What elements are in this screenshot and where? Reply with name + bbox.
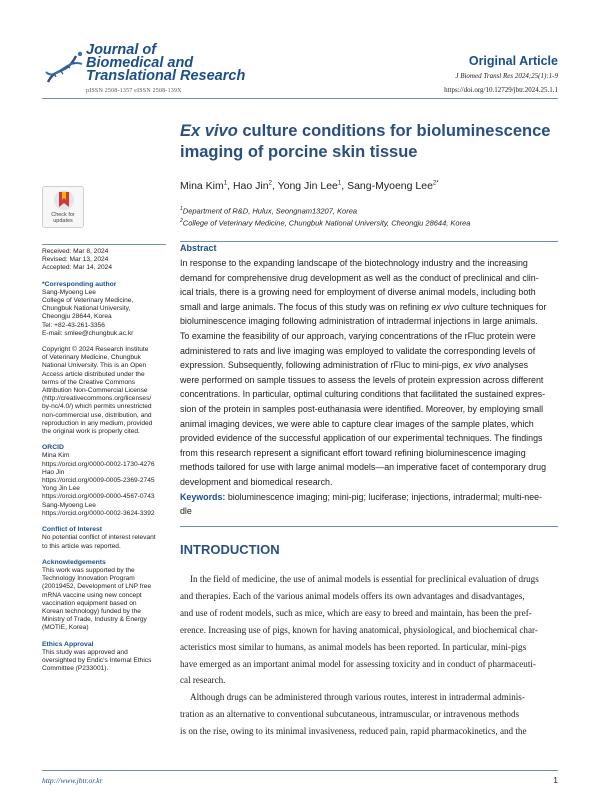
section-heading: ORCID xyxy=(42,444,64,452)
copyright-section xyxy=(42,346,166,436)
journal-url-link[interactable]: http://www.jbtr.or.kr xyxy=(42,776,103,785)
article-title xyxy=(180,121,565,163)
author-sep: , xyxy=(271,180,278,192)
doi-link[interactable]: https://doi.org/10.12729/jbtr.2024.25.1.1 xyxy=(444,86,558,94)
sidebar-line: College of Veterinary Medicine, xyxy=(42,297,134,305)
acknowledgements-section xyxy=(42,559,166,633)
orcid-section xyxy=(42,444,166,518)
affiliation-sup: 2 xyxy=(180,218,183,224)
email-link[interactable]: E-mail: smlee@chungbuk.ac.kr xyxy=(42,329,134,337)
sidebar-line: non-commercial use, distribution, and xyxy=(42,411,152,419)
sidebar-line: of Veterinary Medicine, Chungbuk xyxy=(42,354,141,362)
section-heading: Conflict of Interest xyxy=(42,526,103,534)
sidebar-line: terms of the Creative Commons xyxy=(42,378,136,386)
abstract-line: bioluminescence imaging following administration of intradermal injections in large animals. xyxy=(180,316,538,327)
sidebar-line: Attribution Non-Commercial License xyxy=(42,387,148,395)
section-heading: *Corresponding author xyxy=(42,280,117,288)
sidebar-divider xyxy=(42,244,166,245)
keywords-text: bioluminescence imaging; mini-pig; luciferase; injections, intradermal; multi-nee- xyxy=(225,491,543,502)
keywords-line: dle xyxy=(180,506,192,517)
abstract-text: analyses xyxy=(493,360,529,371)
footer-divider xyxy=(42,770,558,771)
author-sep: , xyxy=(227,180,233,192)
citation: J Biomed Transl Res 2024;25(1):1-9 xyxy=(455,72,558,80)
sidebar-line: Chungbuk National University, xyxy=(42,305,131,313)
sidebar-line: the original work is properly cited. xyxy=(42,428,140,436)
abstract-line: demand for comprehensive drug development as well as the conduct of preclinical and clin- xyxy=(180,272,539,283)
journal-logo-icon xyxy=(42,46,90,86)
dates-section xyxy=(42,248,166,273)
check-label-line: updates xyxy=(53,218,73,224)
body-line: cal research. xyxy=(180,675,226,686)
body-line: have emerged as an important animal model for assessing toxicity and in conduct of pharmaceuti- xyxy=(180,658,536,669)
issn: pISSN 2508-1357 eISSN 2508-139X xyxy=(86,88,182,94)
date-accepted: Accepted: Mar 14, 2024 xyxy=(42,264,113,272)
sidebar-line: to this article was reported. xyxy=(42,542,121,550)
keywords-line xyxy=(180,490,558,505)
author-sup: 2* xyxy=(432,180,439,187)
sidebar-line: This work was supported by the xyxy=(42,566,135,574)
body-line: In the field of medicine, the use of animal models is essential for preclinical evaluation of drugs xyxy=(190,574,539,584)
affiliation-2 xyxy=(180,218,470,228)
author-sup: 1 xyxy=(223,180,228,187)
abstract-line xyxy=(180,300,558,315)
abstract-line: provided evidence of the successful application of our experimental techniques. The findings xyxy=(180,433,543,444)
sidebar-line: Access article distributed under the xyxy=(42,370,145,378)
abstract-text: small and large animals. The focus of this study was on refining xyxy=(180,301,432,312)
introduction-divider xyxy=(180,526,558,527)
abstract-line: development and biomedical research. xyxy=(180,476,333,487)
affiliation-text: Department of R&D, Hulux, Seongnam13207, Korea xyxy=(182,206,358,216)
keywords-heading: Keywords: xyxy=(180,491,226,502)
bookmark-icon xyxy=(43,187,85,213)
author-name: Yong Jin Lee xyxy=(277,180,338,192)
page-number: 1 xyxy=(553,775,558,785)
conflict-section xyxy=(42,526,166,551)
check-label-line: Check for xyxy=(51,212,75,218)
abstract-divider xyxy=(180,241,558,242)
author-name: Sang-Myoeng Lee xyxy=(347,180,433,192)
abstract-heading: Abstract xyxy=(180,243,217,253)
orcid-link[interactable]: https://orcid.org/0009-0005-2369-2745 xyxy=(42,477,155,485)
body-line: Although drugs can be administered through various routes, interest in intradermal adminis- xyxy=(190,692,525,703)
affiliation-1 xyxy=(180,206,357,216)
sidebar-line: (20019452, Development of LNP free xyxy=(42,583,152,591)
sidebar-line: National University. This is an Open xyxy=(42,362,147,370)
sidebar-line: reproduction in any medium, provided xyxy=(42,419,153,427)
author-list xyxy=(180,180,439,192)
author-sup: 1 xyxy=(337,180,342,187)
sidebar-line: No potential conflict of interest relevant xyxy=(42,534,156,542)
abstract-line: animal imaging devices, we were able to capture clear images of the sample plates, which xyxy=(180,418,534,429)
body-line: and use of rodent models, such as mice, which are easy to breed and maintain, has been the pref- xyxy=(180,607,532,618)
sidebar-line: Yong Jin Lee xyxy=(42,485,80,493)
abstract-line: sion of the protein in samples post-euthanasia were identified. Moreover, by employing small xyxy=(180,403,544,414)
title-line1: culture conditions for bioluminescence xyxy=(237,122,551,140)
sidebar-line: This study was approved and xyxy=(42,648,128,656)
sidebar-line: Ministry of Trade, Industry & Energy xyxy=(42,616,147,624)
body-line: and therapies. Each of the various animal models offers its own advantages and disadvantages, xyxy=(180,590,525,601)
abstract-line: concentrations. In particular, optimal culturing conditions that facilitated the sustained expres- xyxy=(180,389,546,400)
abstract-body xyxy=(180,256,558,519)
date-received: Received: Mar 8, 2024 xyxy=(42,248,109,255)
journal-name xyxy=(86,44,245,83)
abstract-line xyxy=(180,358,558,373)
sidebar-line: Tel: +82-43-261-3356 xyxy=(42,321,105,329)
introduction-heading: INTRODUCTION xyxy=(180,542,280,557)
header-divider xyxy=(42,98,558,99)
body-line: erence. Increasing use of pigs, known for having anatomical, physiological, and biochemical char- xyxy=(180,624,538,635)
ethics-section xyxy=(42,641,166,674)
article-type: Original Article xyxy=(468,54,558,68)
body-line: tration as an alternative to conventional subcutaneous, intramuscular, or intravenous methods xyxy=(180,709,520,720)
article-info-sidebar xyxy=(42,244,166,681)
orcid-link[interactable]: https://orcid.org/0009-0000-4567-0743 xyxy=(42,493,155,501)
orcid-link[interactable]: https://orcid.org/0000-0002-3624-3392 xyxy=(42,509,155,517)
affiliation-sup: 1 xyxy=(180,206,183,212)
author-sep: , xyxy=(341,180,348,192)
sidebar-line: Cheongju 28644, Korea xyxy=(42,313,112,321)
abstract-em: ex vivo xyxy=(431,301,460,312)
abstract-line: were performed on sample tissues to assess the levels of protein expression across different xyxy=(180,374,544,385)
abstract-text: culture techniques for xyxy=(461,301,547,312)
journal-name-line: Biomedical and xyxy=(86,55,194,71)
sidebar-line: Technology Innovation Program xyxy=(42,575,135,583)
abstract-em: ex vivo xyxy=(462,360,491,371)
sidebar-line: Committee (P233001). xyxy=(42,665,109,673)
abstract-line: ical trials, there is a growing need for employment of diverse animal models, including both xyxy=(180,287,536,298)
body-line: acteristics most similar to humans, as animal models has been reported. In particular, mini-pigs xyxy=(180,641,527,652)
section-heading: Acknowledgements xyxy=(42,558,106,566)
section-heading: Ethics Approval xyxy=(42,640,94,648)
abstract-line: from this research represent a significant effort toward refining bioluminescence imaging xyxy=(180,447,526,458)
introduction-body xyxy=(180,571,558,740)
author-name: Hao Jin xyxy=(232,180,269,192)
title-line2: imaging of porcine skin tissue xyxy=(180,143,418,161)
title-em: Ex vivo xyxy=(180,122,238,140)
sidebar-line: Korean technology) funded by the xyxy=(42,607,141,615)
sidebar-line: Copyright © 2024 Research Institute xyxy=(42,346,149,354)
corresponding-author-section xyxy=(42,281,166,338)
sidebar-line: mRNA vaccine using new concept xyxy=(42,591,142,599)
sidebar-line: by-nc/4.0/) which permits unrestricted xyxy=(42,403,152,411)
journal-name-line: Journal of xyxy=(86,42,157,58)
sidebar-line: oversighted by Endic's Internal Ethics xyxy=(42,656,152,664)
date-revised: Revised: Mar 13, 2024 xyxy=(42,256,109,264)
abstract-text: expression. Subsequently, following administration of rFluc to mini-pigs, xyxy=(180,360,463,371)
sidebar-line: Hao Jin xyxy=(42,468,65,476)
license-link[interactable]: (http://creativecommons.org/licenses/ xyxy=(42,395,152,403)
journal-name-line: Translational Research xyxy=(86,68,246,84)
sidebar-line: (MOTIE, Korea) xyxy=(42,624,89,632)
abstract-line: administered to rats and live imaging was employed to validate the corresponding levels of xyxy=(180,345,536,356)
affiliation-text: College of Veterinary Medicine, Chungbuk National University, Cheongju 28644, Korea xyxy=(182,218,471,228)
abstract-line: To examine the feasibility of our approach, varying concentrations of the rFluc protein were xyxy=(180,330,536,341)
author-sup: 2 xyxy=(268,180,272,187)
author-name: Mina Kim xyxy=(180,180,224,192)
sidebar-line: Sang-Myoeng Lee xyxy=(42,501,96,509)
orcid-link[interactable]: https://orcid.org/0000-0002-1730-4276 xyxy=(42,460,155,468)
sidebar-line: Mina Kim xyxy=(42,452,70,460)
body-line: is on the rise, owing to its minimal invasiveness, reduced pain, rapid pharmacokinetics, and the xyxy=(180,726,527,737)
check-for-updates-label xyxy=(42,212,84,224)
sidebar-line: Sang-Myoeng Lee xyxy=(42,288,96,296)
abstract-line: methods tailored for use with large animal models—an imperative facet of contemporary drug xyxy=(180,462,547,473)
abstract-line: In response to the expanding landscape of the biotechnology industry and the increasing xyxy=(180,258,528,268)
sidebar-line: vaccination equipment based on xyxy=(42,599,137,607)
